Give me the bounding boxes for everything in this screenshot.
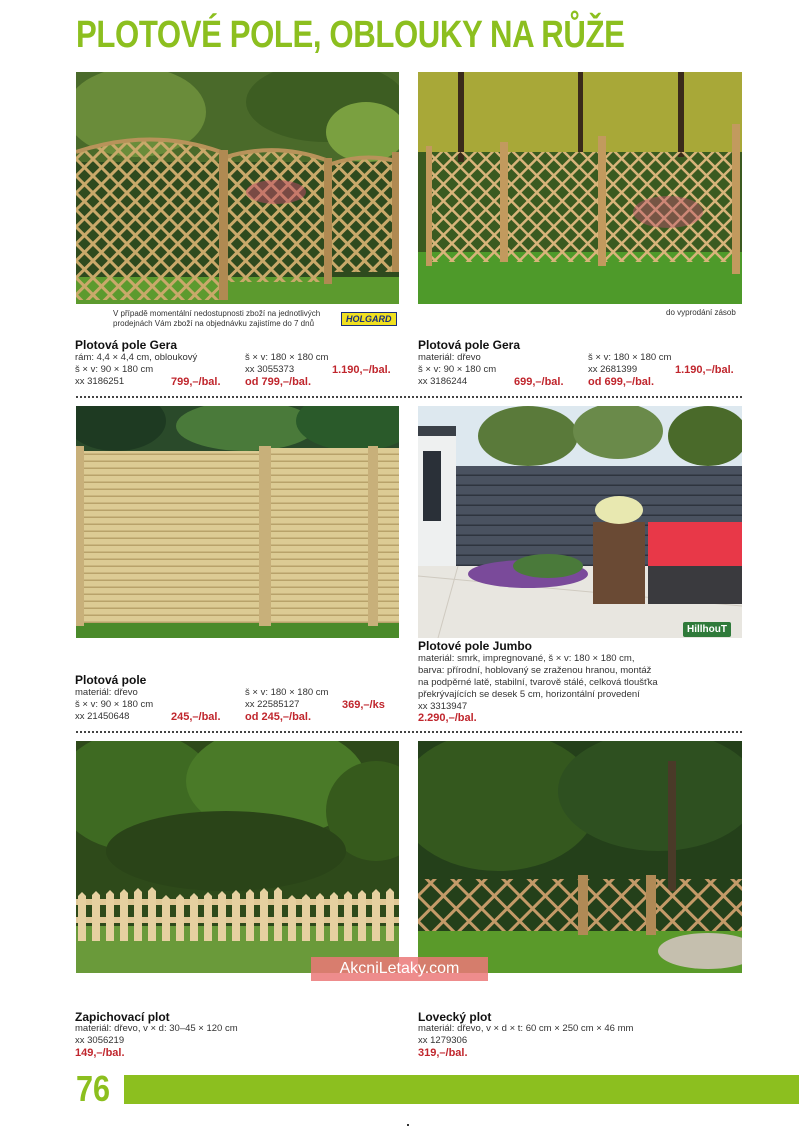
price-plotova-pole-b: 369,–/ks (342, 699, 385, 711)
footer-bar (124, 1075, 799, 1104)
price-zapichovaci: 149,–/bal. (75, 1047, 125, 1059)
holgard-logo: HOLGARD (341, 312, 397, 326)
separator (76, 396, 742, 398)
photo-lovecky-plot (418, 741, 742, 973)
product-name-plotova-pole: Plotová pole (75, 673, 147, 687)
product-spec-lovecky: materiál: dřevo, v × d × t: 60 cm × 250 cm × 46 mm xx 1279306 (418, 1023, 634, 1046)
product-name-lovecky: Lovecký plot (418, 1010, 492, 1024)
price-gera-2b: 1.190,–/bal. (675, 364, 734, 376)
watermark: AkcniLetaky.com (311, 957, 488, 981)
product-name-gera-1: Plotová pole Gera (75, 338, 178, 352)
availability-notice: V případě momentální nedostupnosti zboží na jednotlivých prodejnách Vám zboží na objednávku zajistíme do 7 dnů (113, 309, 321, 328)
footer-dot (407, 1124, 409, 1126)
product-spec-gera-2: materiál: dřevo š × v: 90 × 180 cm xx 3186244 (418, 352, 497, 387)
separator (76, 731, 742, 733)
product-spec-gera-1: rám: 4,4 × 4,4 cm, obloukový š × v: 90 × 180 cm xx 3186251 (75, 352, 198, 387)
photo-gera-arched (76, 72, 399, 304)
price-gera-2: 699,–/bal. (514, 376, 564, 388)
product-spec-zapichovaci: materiál: dřevo, v × d: 30–45 × 120 cm xx 3056219 (75, 1023, 238, 1046)
product-name-gera-2: Plotová pole Gera (418, 338, 521, 352)
page-title: PLOTOVÉ POLE, OBLOUKY NA RŮŽE (76, 14, 625, 56)
product-spec-gera-1b: š × v: 180 × 180 cm xx 3055373 (245, 352, 329, 375)
product-name-jumbo: Plotové pole Jumbo (418, 639, 533, 653)
page-number: 76 (76, 1068, 111, 1109)
photo-jumbo (418, 406, 742, 638)
price-plotova-pole: 245,–/bal. (171, 711, 221, 723)
photo-gera-square (418, 72, 742, 304)
price-from-plotova-pole: od 245,–/bal. (245, 711, 312, 723)
price-from-gera-2: od 699,–/bal. (588, 376, 655, 388)
product-spec-plotova-pole: materiál: dřevo š × v: 90 × 180 cm xx 21450648 (75, 687, 154, 722)
product-name-zapichovaci: Zapichovací plot (75, 1010, 170, 1024)
product-spec-gera-2b: š × v: 180 × 180 cm xx 2681399 (588, 352, 672, 375)
price-gera-1b: 1.190,–/bal. (332, 364, 391, 376)
sale-note: do vyprodání zásob (666, 308, 736, 317)
price-from-gera-1: od 799,–/bal. (245, 376, 312, 388)
product-spec-jumbo: materiál: smrk, impregnované, š × v: 180 × 180 cm, barva: přírodní, hoblovaný se zraženou hranou, montáž na podpěrné latě, stabilní, tvarově stálé, celková tloušťka překrývajících se desek 5 cm, horizontální provedení xx 3313947 (418, 653, 658, 712)
photo-plotova-pole (76, 406, 399, 638)
price-lovecky: 319,–/bal. (418, 1047, 468, 1059)
hillhout-logo: HillhouT (683, 622, 731, 637)
product-spec-plotova-pole-b: š × v: 180 × 180 cm xx 22585127 (245, 687, 329, 710)
photo-zapichovaci-plot (76, 741, 399, 973)
price-gera-1: 799,–/bal. (171, 376, 221, 388)
price-jumbo: 2.290,–/bal. (418, 712, 477, 724)
